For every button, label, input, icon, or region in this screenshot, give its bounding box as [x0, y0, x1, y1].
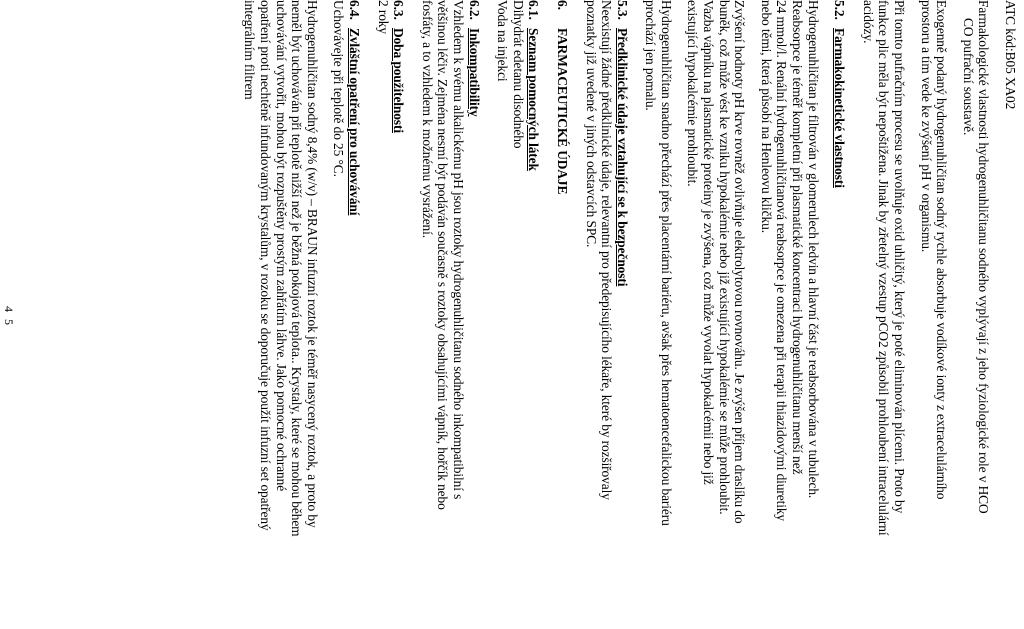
section-title: FARMACEUTICKÉ ÚDAJE [554, 28, 570, 195]
paragraph-line: opatření proti nechtěně infundovaným krystalům, v rozoku se doporučuje použít infuzní set opatřený [258, 0, 274, 531]
section-number: 6.2. [466, 0, 482, 20]
paragraph-line: Hydrogenuhličitan sodný 8,4% (w/v) – BRAUN infuzní roztok je téměř nasycený roztok, a proto by [304, 0, 320, 528]
paragraph-line: CO pufrační soustavě. [960, 18, 976, 136]
paragraph-line: uchovávání vytvořit, mohou být rozpuštěny prostým zahřátím láhve. Jako pomocné ochranné [273, 0, 289, 492]
incompatibilities-paragraph [419, 0, 466, 629]
paragraph-line: 2 roky [375, 0, 391, 34]
storage-note [331, 0, 347, 629]
section-title: Zvláštní opatření pro uchovávání [347, 28, 362, 216]
list-item: Dihydrát edetanu disodného [510, 0, 526, 149]
paragraph-line: Vzhledem k svému alkalickému pH jsou roztoky hydrogenuhličitanu sodného inkompatibilní s [450, 0, 466, 500]
section-number: 6.1. [526, 0, 542, 20]
section-6-3-heading [391, 0, 407, 629]
paragraph-line: neměl být uchováván při teplotě nižší než je běžná pokojová teplota.. Krystaly, které se mohou během [289, 0, 305, 537]
paragraph-line: Reabsorpce je téměř kompletní při plasmatické koncentraci hydrogenuhličitanu menší než [790, 0, 806, 475]
excipients-list [495, 0, 526, 629]
pharmacokinetics-paragraph [758, 0, 820, 629]
paragraph-line: většinou léčiv. Zejména nesmí být podáván současně s roztoky obsahujícími vápník, hořčík nebo [435, 0, 451, 510]
section-5-2-heading [832, 0, 848, 629]
section-6-heading [554, 0, 570, 629]
paragraph-line: Neexistují žádné předklinické údaje, relevantní pro předepisujícího lékaře, které by rozšiřovaly [599, 0, 615, 500]
page-number: 4 5 [2, 306, 16, 327]
paragraph-line: Uchovávejte při teplotě do 25 °C. [331, 0, 347, 177]
section-title: Seznam pomocných látek [526, 28, 542, 171]
preclinical-paragraph [583, 0, 614, 629]
paragraph-line: 24 mmol/l. Renální hydrogenuhličitanová reabsorpce je omezena při terapii thiazidovými diuretiky [774, 0, 790, 522]
paragraph-line: Vazba vápníku na plasmatické proteiny je zvýšena, což může vyvolat hypokalcémii nebo již [701, 0, 717, 485]
paragraph-line: acidózy. [860, 0, 876, 44]
section-title: Doba použitelnosti [391, 28, 407, 133]
atc-code: ATC kód:B05 XA02 [1003, 0, 1018, 110]
shelf-life [375, 0, 391, 629]
paragraph-line: buněk, což může vést ke vzniku hypokalémie nebo již existující hypokalémie se může prohloubit. [716, 0, 732, 515]
paragraph-line: Při tomto pufračním procesu se uvolňuje oxid uhličitý, který je poté eliminován plícemi. Proto by [892, 0, 908, 514]
paragraph-line: existující hypokalcémie prohloubit. [685, 0, 701, 187]
paragraph-line: fosfáty, a to vzhledem k možnému vysrážení. [419, 0, 435, 239]
potassium-paragraph [685, 0, 747, 629]
exogenous-paragraph [918, 0, 949, 629]
section-number: 5.2. [832, 0, 848, 20]
section-number: 6.4. [347, 0, 362, 20]
section-title: Inkompatibility [466, 28, 482, 117]
paragraph-line: funkce plic měla být nepoštižena. Jinak by zřetelný vzestup pCO2 způsobil prohloubení intracelulární [876, 0, 892, 536]
paragraph-line: Hydrogenuhličitan snadno přechází přes placentární bariéru, avšak přes hematoencefalickou bariéru [658, 0, 674, 526]
section-number: 6.3. [391, 0, 407, 20]
paragraph-line: nebo těmi, která působí na Henleovu kličku. [758, 0, 774, 233]
section-number: 5.3. [614, 0, 630, 20]
buffering-paragraph [860, 0, 907, 629]
section-6-1-heading [526, 0, 542, 629]
section-5-3-heading [614, 0, 630, 629]
paragraph-line: prostoru a tím vede ke zvýšení pH v organismu. [918, 0, 934, 253]
paragraph-line: Zvýšení hodnoty pH krve rovněž ovlivňuje elektrolytovou rovnováhu. Je zvýšen příjem draslíku do [732, 0, 748, 524]
section-6-2-heading [466, 0, 482, 629]
paragraph-line: integrálním filtrem [242, 0, 258, 100]
storage-paragraph [242, 0, 320, 629]
section-6-4-heading [346, 0, 362, 629]
paragraph-line: Farmakologické vlastnosti hydrogenuhličitanu sodného vyplývají z jeho fyziologické role v HCO [976, 0, 992, 514]
paragraph-line: Hydrogenuhličitan je filtrován v glomerulech ledvin a hlavní část je reabsorbována v tubulech. [805, 0, 821, 499]
paragraph-line: poznatky již uvedené v jiných odstavcích SPC. [583, 0, 599, 248]
section-title: Farmakokinetické vlastnosti [832, 28, 848, 188]
pharmacodynamics-paragraph [960, 0, 991, 629]
section-number: 6. [554, 0, 570, 10]
paragraph-line: prochází jen pomalu. [643, 0, 659, 111]
list-item: Voda na injekci [495, 0, 511, 82]
section-title: Předklinické údaje vztahující se k bezpečnosti [614, 28, 630, 287]
paragraph-line: Exogenně podaný hydrogenuhličitan sodný rychle absorbuje vodíkové ionty z extracelulárního [934, 0, 950, 500]
placenta-paragraph [643, 0, 674, 629]
